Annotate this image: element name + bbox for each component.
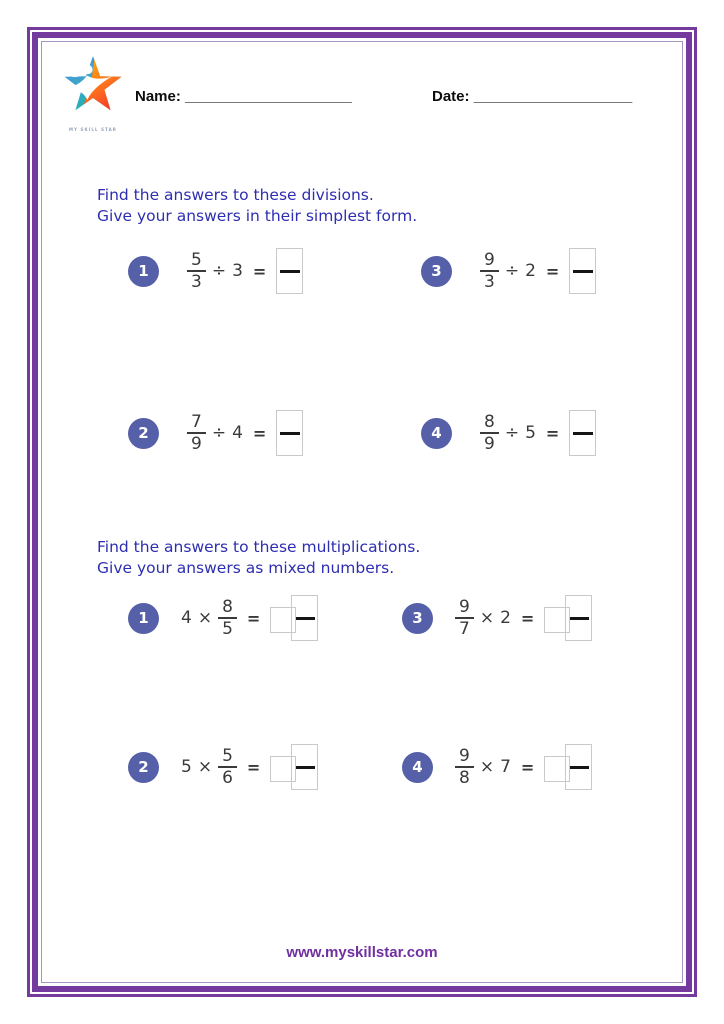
- fraction-denominator: 7: [455, 617, 474, 638]
- answer-fraction-bar: [280, 432, 300, 435]
- multiplication-instructions: [97, 537, 420, 578]
- fraction-denominator: 6: [218, 766, 237, 787]
- equals-sign: =: [252, 261, 267, 281]
- fraction: [218, 747, 237, 788]
- page-border-inner: [41, 41, 683, 983]
- division-instructions: [97, 185, 417, 226]
- fraction-numerator: 8: [222, 596, 233, 617]
- fraction: [480, 251, 499, 292]
- problem-number-badge: 1: [128, 256, 159, 287]
- fraction-numerator: 8: [484, 411, 495, 432]
- name-field: [135, 88, 352, 105]
- problem-number-badge: 3: [402, 603, 433, 634]
- fraction: [218, 598, 237, 639]
- equals-sign: =: [246, 757, 261, 777]
- operator-sign: ÷: [504, 423, 520, 443]
- equals-sign: =: [520, 757, 535, 777]
- problem-1: [128, 594, 318, 642]
- problem-3: [421, 247, 596, 295]
- fraction: [187, 251, 206, 292]
- name-blank-line[interactable]: ____________________: [185, 88, 352, 105]
- equals-sign: =: [252, 423, 267, 443]
- instruction-line: Give your answers in their simplest form.: [97, 206, 418, 225]
- equals-sign: =: [545, 261, 560, 281]
- problem-1: [128, 247, 303, 295]
- fraction: [480, 413, 499, 454]
- answer-fraction-bar: [573, 432, 593, 435]
- fraction-numerator: 9: [459, 745, 470, 766]
- answer-fraction-bar: [295, 766, 315, 769]
- name-label: Name:: [135, 88, 181, 105]
- answer-whole-number-box[interactable]: [544, 756, 570, 782]
- problem-number-badge: 2: [128, 752, 159, 783]
- answer-fraction-bar: [573, 270, 593, 273]
- problem-4: [402, 743, 592, 791]
- fraction: [455, 598, 474, 639]
- problem-number-badge: 3: [421, 256, 452, 287]
- operator-sign: ×: [197, 608, 213, 628]
- problem-number-badge: 4: [421, 418, 452, 449]
- answer-fraction-bar: [569, 766, 589, 769]
- page-border-middle: [32, 32, 692, 992]
- whole-number: 2: [525, 261, 536, 281]
- equals-sign: =: [520, 608, 535, 628]
- problem-number-badge: 4: [402, 752, 433, 783]
- answer-fraction-bar: [280, 270, 300, 273]
- operator-sign: ÷: [211, 423, 227, 443]
- problem-number-badge: 2: [128, 418, 159, 449]
- problem-2: [128, 409, 303, 457]
- operator-sign: ×: [479, 608, 495, 628]
- operator-sign: ×: [197, 757, 213, 777]
- answer-fraction-box[interactable]: [569, 248, 596, 294]
- fraction-numerator: 9: [484, 249, 495, 270]
- operator-sign: ÷: [211, 261, 227, 281]
- whole-number: 4: [232, 423, 243, 443]
- fraction-denominator: 3: [480, 270, 499, 291]
- fraction-denominator: 5: [218, 617, 237, 638]
- whole-number: 3: [232, 261, 243, 281]
- fraction-denominator: 9: [480, 432, 499, 453]
- footer-website-link[interactable]: www.myskillstar.com: [286, 944, 438, 961]
- problem-4: [421, 409, 596, 457]
- date-label: Date:: [432, 88, 470, 105]
- instruction-line: Find the answers to these multiplications.: [97, 538, 421, 556]
- fraction-numerator: 9: [459, 596, 470, 617]
- answer-whole-number-box[interactable]: [544, 607, 570, 633]
- fraction-denominator: 8: [455, 766, 474, 787]
- answer-fraction-box[interactable]: [569, 410, 596, 456]
- fraction-denominator: 3: [187, 270, 206, 291]
- problem-2: [128, 743, 318, 791]
- fraction-numerator: 5: [222, 745, 233, 766]
- operator-sign: ÷: [504, 261, 520, 281]
- answer-fraction-bar: [295, 617, 315, 620]
- problem-3: [402, 594, 592, 642]
- date-blank-line[interactable]: ___________________: [473, 88, 633, 105]
- header-fields: [0, 88, 724, 112]
- problem-number-badge: 1: [128, 603, 159, 634]
- whole-number: 5: [181, 757, 192, 777]
- answer-whole-number-box[interactable]: [270, 756, 296, 782]
- equals-sign: =: [545, 423, 560, 443]
- answer-fraction-box[interactable]: [276, 410, 303, 456]
- operator-sign: ×: [479, 757, 495, 777]
- fraction: [187, 413, 206, 454]
- fraction-numerator: 7: [191, 411, 202, 432]
- equals-sign: =: [246, 608, 261, 628]
- whole-number: 2: [500, 608, 511, 628]
- fraction: [455, 747, 474, 788]
- whole-number: 4: [181, 608, 192, 628]
- date-field: [432, 88, 632, 105]
- logo-caption: MY SKILL STAR: [68, 127, 117, 132]
- instruction-line: Find the answers to these divisions.: [97, 186, 374, 204]
- fraction-denominator: 9: [187, 432, 206, 453]
- fraction-numerator: 5: [191, 249, 202, 270]
- answer-whole-number-box[interactable]: [270, 607, 296, 633]
- whole-number: 7: [500, 757, 511, 777]
- whole-number: 5: [525, 423, 536, 443]
- answer-fraction-bar: [569, 617, 589, 620]
- page-border-outer: [27, 27, 697, 997]
- instruction-line: Give your answers as mixed numbers.: [97, 558, 395, 577]
- answer-fraction-box[interactable]: [276, 248, 303, 294]
